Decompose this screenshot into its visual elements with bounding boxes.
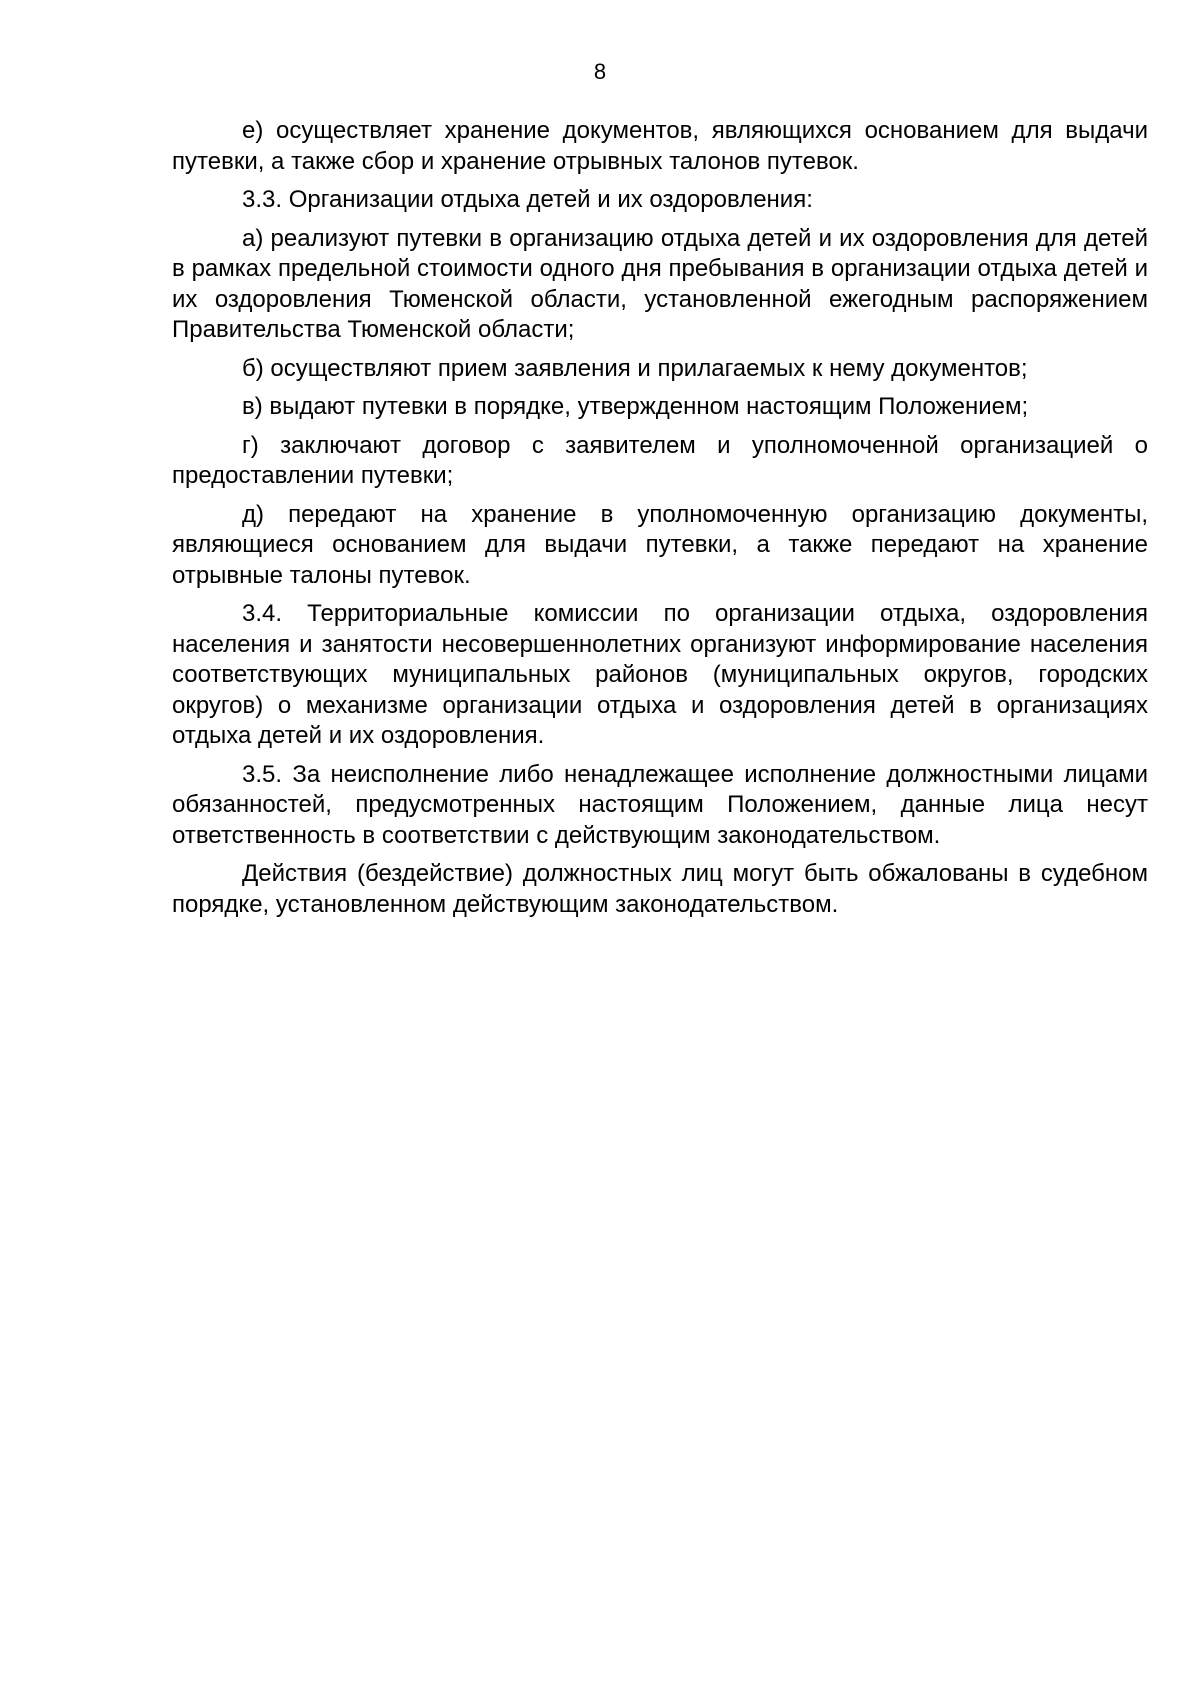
paragraph-3-5-responsibility: 3.5. За неисполнение либо ненадлежащее исполнение должностными лицами обязанностей, предусмотренных настоящим Положением, данные лица несут ответственность в соответствии с действующим законодательством. — [172, 760, 1148, 849]
paragraph-a-vouchers: а) реализуют путевки в организацию отдыха детей и их оздоровления для детей в рамках предельной стоимости одного дня пребывания в организации отдыха детей и их оздоровления Тюменской области, установленной ежегодным распоряжением Правительства Тюменской области; — [172, 224, 1148, 343]
paragraph-d-transfer: д) передают на хранение в уполномоченную организацию документы, являющиеся основанием для выдачи путевки, а также передают на хранение отрывные талоны путевок. — [172, 500, 1148, 589]
paragraph-v-issue: в) выдают путевки в порядке, утвержденном настоящим Положением; — [242, 393, 1029, 420]
paragraph-g-contract: г) заключают договор с заявителем и уполномоченной организацией о предоставлении путевки; — [172, 431, 1148, 489]
paragraph-e-storage: е) осуществляет хранение документов, являющихся основанием для выдачи путевки, а также сбор и хранение отрывных талонов путевок. — [172, 117, 1148, 175]
paragraph-3-3-heading: 3.3. Организации отдыха детей и их оздоровления: — [242, 186, 813, 213]
page-number: 8 — [593, 59, 607, 84]
paragraph-b-applications: б) осуществляют прием заявления и прилагаемых к нему документов; — [242, 354, 1028, 382]
paragraph-3-4-commissions: 3.4. Территориальные комиссии по организации отдыха, оздоровления населения и занятости несовершеннолетних организуют информирование населения соответствующих муниципальных районов (муниципальных округов, городских округов) о механизме организации отдыха и оздоровления детей в организациях отдыха детей и их оздоровления. — [172, 600, 1148, 749]
document-body — [172, 116, 1148, 928]
paragraph-appeal: Действия (бездействие) должностных лиц могут быть обжалованы в судебном порядке, установленном действующим законодательством. — [172, 860, 1148, 918]
